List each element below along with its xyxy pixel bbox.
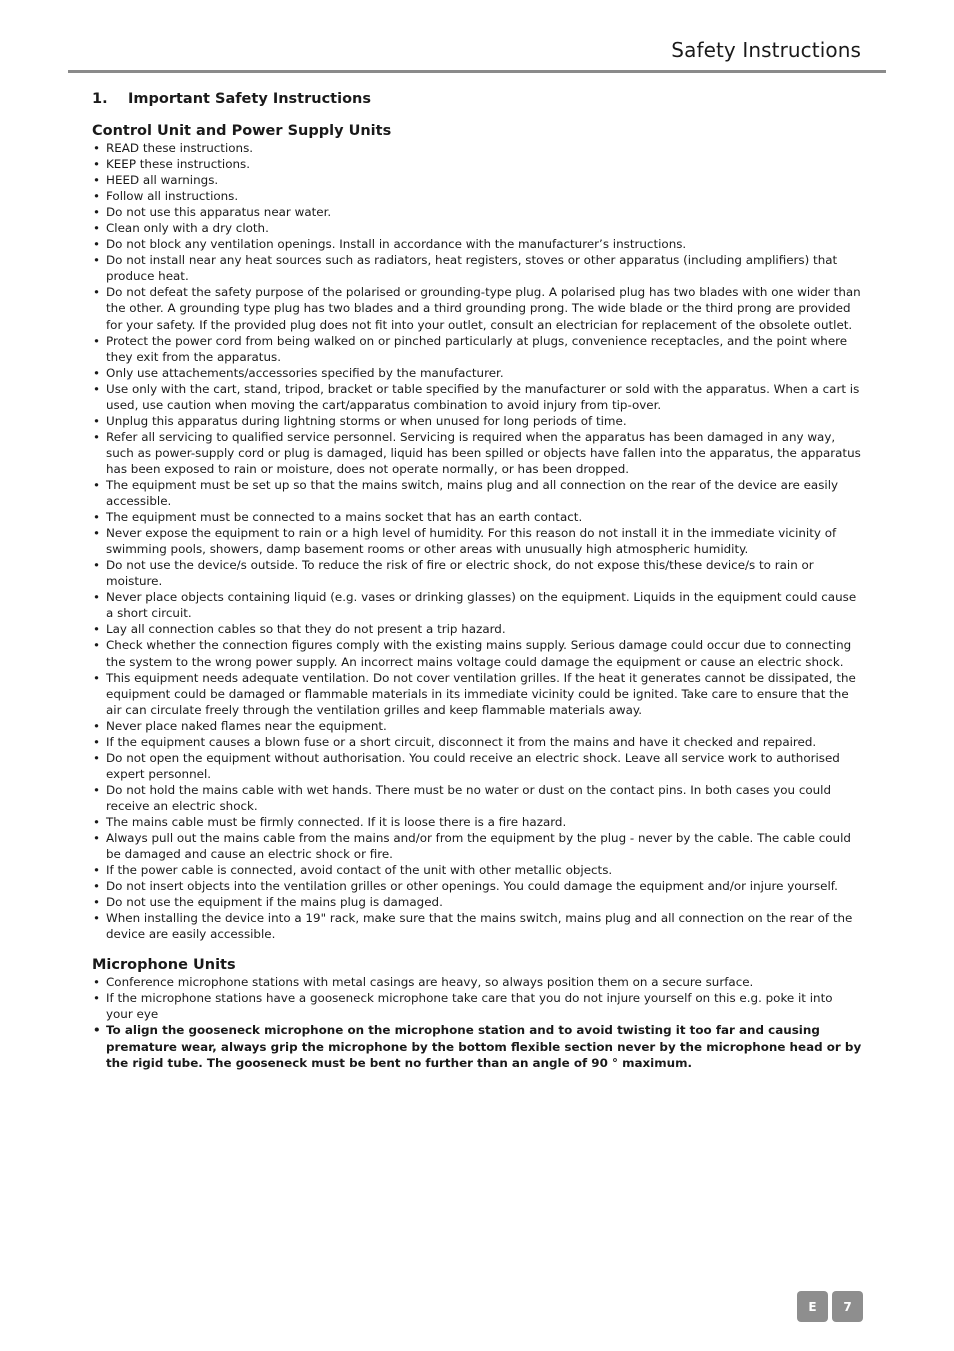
microphone-units-list [92, 974, 862, 1070]
list-item: • Never place objects containing liquid (e.g. vases or drinking glasses) on the equipment. Liquids in the equipment could cause a short circuit. [92, 589, 862, 621]
page-tabs [797, 1291, 863, 1322]
list-item: • The mains cable must be firmly connected. If it is loose there is a fire hazard. [92, 814, 862, 830]
list-item: • READ these instructions. [92, 140, 862, 156]
language-tab: E [797, 1291, 828, 1322]
list-item: • Do not use the device/s outside. To reduce the risk of fire or electric shock, do not expose this/these device/s to rain or moisture. [92, 557, 862, 589]
list-item: • Check whether the connection figures comply with the existing mains supply. Serious damage could occur due to connecting the system to the wrong power supply. An incorrect mains voltage could damage the equipment or cause an electric shock. [92, 637, 862, 669]
list-item: • Lay all connection cables so that they do not present a trip hazard. [92, 621, 862, 637]
list-item: • Never place naked flames near the equipment. [92, 718, 862, 734]
list-item: • HEED all warnings. [92, 172, 862, 188]
list-item: • Unplug this apparatus during lightning storms or when unused for long periods of time. [92, 413, 862, 429]
list-item: • Protect the power cord from being walked on or pinched particularly at plugs, convenience receptacles, and the point where they exit from the apparatus. [92, 333, 862, 365]
list-item: • Do not insert objects into the ventilation grilles or other openings. You could damage the equipment and/or injure yourself. [92, 878, 862, 894]
microphone-units-heading: Microphone Units [92, 957, 236, 974]
list-item: • Never expose the equipment to rain or a high level of humidity. For this reason do not install it in the immediate vicinity of swimming pools, showers, damp basement rooms or other areas with unusually high atmospheric humidity. [92, 525, 862, 557]
page-number: 7 [832, 1291, 863, 1322]
list-item: • The equipment must be connected to a mains socket that has an earth contact. [92, 509, 862, 525]
list-item: • This equipment needs adequate ventilation. Do not cover ventilation grilles. If the heat it generates cannot be dissipated, the equipment could be damaged or flammable materials in its immediate vicinity could be ignited. Take care to ensure that the air can circulate freely through the ventilation grilles and keep flammable materials away. [92, 670, 862, 718]
list-item: • Do not use the equipment if the mains plug is damaged. [92, 894, 862, 910]
control-unit-list [92, 140, 862, 942]
list-item: • Do not install near any heat sources such as radiators, heat registers, stoves or other apparatus (including amplifiers) that produce heat. [92, 252, 862, 284]
list-item: • Only use attachements/accessories specified by the manufacturer. [92, 365, 862, 381]
list-item: • Refer all servicing to qualified service personnel. Servicing is required when the apparatus has been damaged in any way, such as power-supply cord or plug is damaged, liquid has been spilled or objects have fallen into the apparatus, the apparatus has been exposed to rain or moisture, does not operate normally, or has been dropped. [92, 429, 862, 477]
list-item: • If the power cable is connected, avoid contact of the unit with other metallic objects. [92, 862, 862, 878]
list-item: • When installing the device into a 19" rack, make sure that the mains switch, mains plug and all connection on the rear of the device are easily accessible. [92, 910, 862, 942]
list-item-bold: • To align the gooseneck microphone on the microphone station and to avoid twisting it too far and causing premature wear, always grip the microphone by the bottom flexible section never by the microphone head or by the rigid tube. The gooseneck must be bent no further than an angle of 90 ° maximum. [92, 1022, 862, 1070]
list-item: • Always pull out the mains cable from the mains and/or from the equipment by the plug - never by the cable. The cable could be damaged and cause an electric shock or fire. [92, 830, 862, 862]
list-item: • The equipment must be set up so that the mains switch, mains plug and all connection on the rear of the device are easily accessible. [92, 477, 862, 509]
list-item: • KEEP these instructions. [92, 156, 862, 172]
section-number: 1. [92, 91, 108, 107]
list-item: • If the microphone stations have a gooseneck microphone take care that you do not injure yourself on this e.g. poke it into your eye [92, 990, 862, 1022]
section-heading [92, 89, 862, 109]
control-unit-heading: Control Unit and Power Supply Units [92, 123, 392, 139]
list-item: • Do not use this apparatus near water. [92, 204, 862, 220]
list-item: • Follow all instructions. [92, 188, 862, 204]
list-item: • Clean only with a dry cloth. [92, 220, 862, 236]
list-item: • If the equipment causes a blown fuse or a short circuit, disconnect it from the mains and have it checked and repaired. [92, 734, 862, 750]
list-item: • Do not hold the mains cable with wet hands. There must be no water or dust on the contact pins. In both cases you could receive an electric shock. [92, 782, 862, 814]
list-item: • Do not block any ventilation openings. Install in accordance with the manufacturer’s instructions. [92, 236, 862, 252]
header-rule [68, 70, 886, 73]
page-content [92, 89, 862, 1071]
list-item: • Do not open the equipment without authorisation. You could receive an electric shock. Leave all service work to authorised expert personnel. [92, 750, 862, 782]
list-item: • Do not defeat the safety purpose of the polarised or grounding-type plug. A polarised plug has two blades with one wider than the other. A grounding type plug has two blades and a third grounding prong. The wide blade or the third prong are provided for your safety. If the provided plug does not fit into your outlet, consult an electrician for replacement of the obsolete outlet. [92, 284, 862, 332]
header-title: Safety Instructions [671, 38, 861, 62]
list-item: • Conference microphone stations with metal casings are heavy, so always position them on a secure surface. [92, 974, 862, 990]
list-item: • Use only with the cart, stand, tripod, bracket or table specified by the manufacturer or sold with the apparatus. When a cart is used, use caution when moving the cart/apparatus combination to avoid injury from tip-over. [92, 381, 862, 413]
section-title: Important Safety Instructions [128, 91, 371, 107]
